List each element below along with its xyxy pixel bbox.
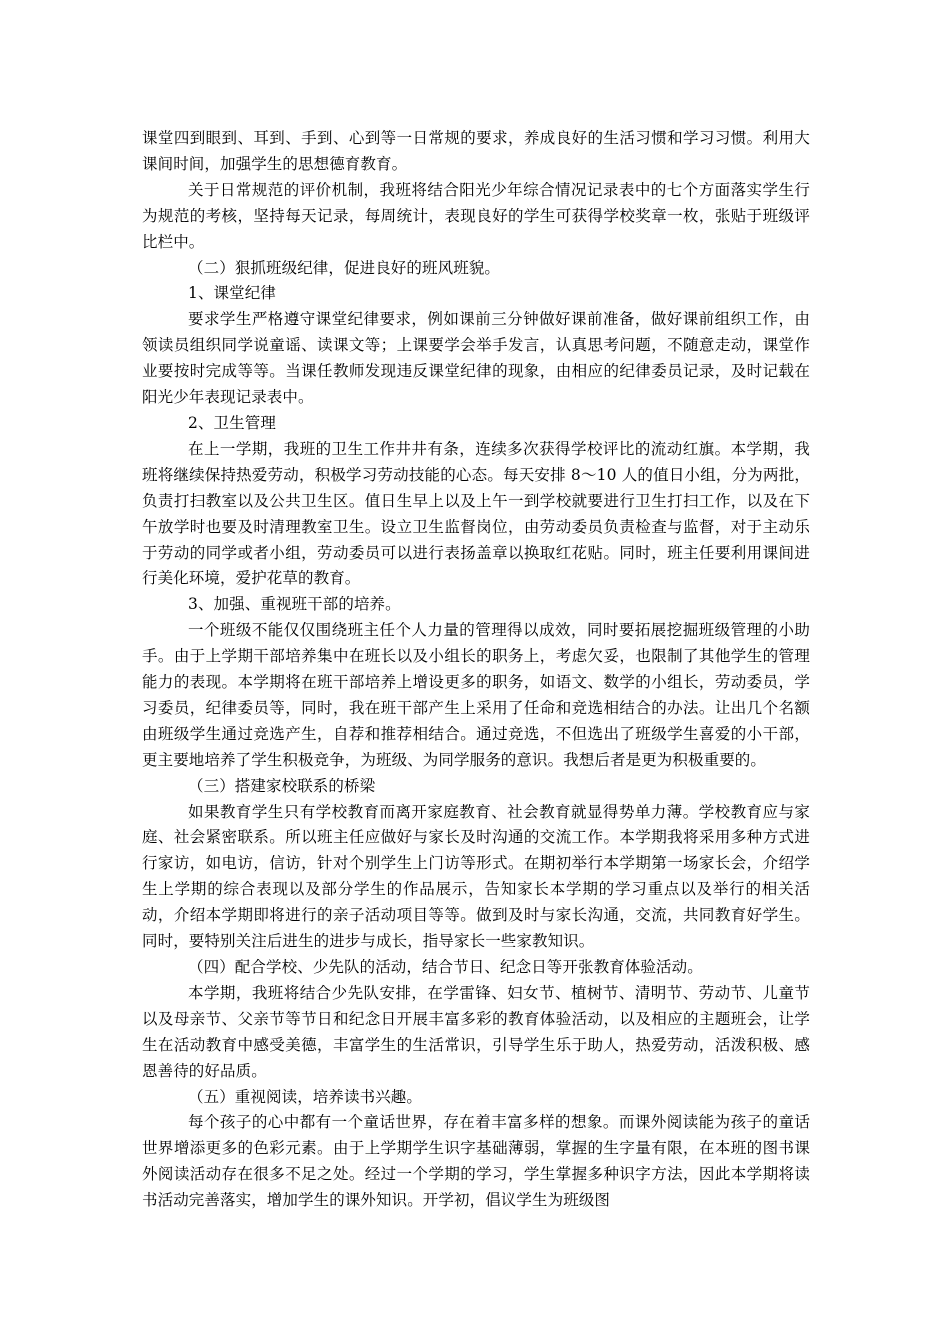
subheading-class-cadres: 3、加强、重视班干部的培养。 bbox=[188, 595, 401, 614]
paragraph-reading: 每个孩子的心中都有一个童话世界，存在着丰富多样的想象。而课外阅读能为孩子的童话世界增添更多的色彩元素。由于上学期学生识字基础薄弱，掌握的生字量有限，在本班的图书课外阅读活动存在很多不足之处。经过一个学期的学习，学生掌握多种识字方法，因此本学期将读书活动完善落实，增加学生的课外知识。开学初，倡议学生为班级图 bbox=[142, 1113, 810, 1210]
section-heading-discipline: （二）狠抓班级纪律，促进良好的班风班貌。 bbox=[188, 258, 501, 277]
subheading-hygiene-management: 2、卫生管理 bbox=[188, 413, 276, 432]
subheading-classroom-discipline: 1、课堂纪律 bbox=[188, 284, 276, 303]
paragraph-classroom-discipline: 要求学生严格遵守课堂纪律要求，例如课前三分钟做好课前准备，做好课前组织工作，由领读员组织同学说童谣、读课文等；上课要学会举手发言，认真思考问题，不随意走动，课堂作业要按时完成等等。当课任教师发现违反课堂纪律的现象，由相应的纪律委员记录，及时记载在阳光少年表现记录表中。 bbox=[142, 310, 810, 407]
paragraph-evaluation-mechanism: 关于日常规范的评价机制，我班将结合阳光少年综合情况记录表中的七个方面落实学生行为规范的考核，坚持每天记录，每周统计，表现良好的学生可获得学校奖章一枚，张贴于班级评比栏中。 bbox=[142, 180, 810, 251]
paragraph-activities: 本学期，我班将结合少先队安排，在学雷锋、妇女节、植树节、清明节、劳动节、儿童节以及母亲节、父亲节等节日和纪念日开展丰富多彩的教育体验活动，以及相应的主题班会，让学生在活动教育中感受美德，丰富学生的生活常识，引导学生乐于助人，热爱劳动，活泼积极、感恩善待的好品质。 bbox=[142, 983, 810, 1080]
paragraph-hygiene-management: 在上一学期，我班的卫生工作井井有条，连续多次获得学校评比的流动红旗。本学期，我班将继续保持热爱劳动，积极学习劳动技能的心态。每天安排 8～10 人的值日小组，分为两批，负责打扫教室以及公共卫生区。值日生早上以及上午一到学校就要进行卫生打扫工作，以及在下午放学时也要及时清理教室卫生。设立卫生监督岗位，由劳动委员负责检查与监督，对于主动乐于劳动的同学或者小组，劳动委员可以进行表扬盖章以换取红花贴。同时，班主任要利用课间进行美化环境，爱护花草的教育。 bbox=[142, 439, 810, 588]
section-heading-reading: （五）重视阅读，培养读书兴趣。 bbox=[188, 1087, 423, 1106]
paragraph-class-cadres: 一个班级不能仅仅围绕班主任个人力量的管理得以成效，同时要拓展挖掘班级管理的小助手。由于上学期干部培养集中在班长以及小组长的职务上，考虑欠妥，也限制了其他学生的管理能力的表现。本学期将在班干部培养上增设更多的职务，如语文、数学的小组长，劳动委员，学习委员，纪律委员等，同时，我在班干部产生上采用了任命和竞选相结合的办法。让出几个名额由班级学生通过竞选产生，自荐和推荐相结合。通过竞选，不但选出了班级学生喜爱的小干部，更主要地培养了学生积极竞争，为班级、为同学服务的意识。我想后者是更为积极重要的。 bbox=[142, 621, 810, 769]
paragraph-home-school: 如果教育学生只有学校教育而离开家庭教育、社会教育就显得势单力薄。学校教育应与家庭、社会紧密联系。所以班主任应做好与家长及时沟通的交流工作。本学期我将采用多种方式进行家访，如电访，信访，针对个别学生上门访等形式。在期初举行本学期第一场家长会，介绍学生上学期的综合表现以及部分学生的作品展示，告知家长本学期的学习重点以及举行的相关活动，介绍本学期即将进行的亲子活动项目等等。做到及时与家长沟通，交流，共同教育好学生。同时，要特别关注后进生的进步与成长，指导家长一些家教知识。 bbox=[142, 802, 810, 951]
paragraph-routine-requirements: 课堂四到眼到、耳到、手到、心到等一日常规的要求，养成良好的生活习惯和学习习惯。利用大课间时间，加强学生的思想德育教育。 bbox=[142, 129, 810, 173]
section-heading-home-school: （三）搭建家校联系的桥梁 bbox=[188, 776, 376, 795]
document-page bbox=[142, 126, 810, 1214]
section-heading-activities: （四）配合学校、少先队的活动，结合节日、纪念日等开张教育体验活动。 bbox=[188, 958, 703, 976]
